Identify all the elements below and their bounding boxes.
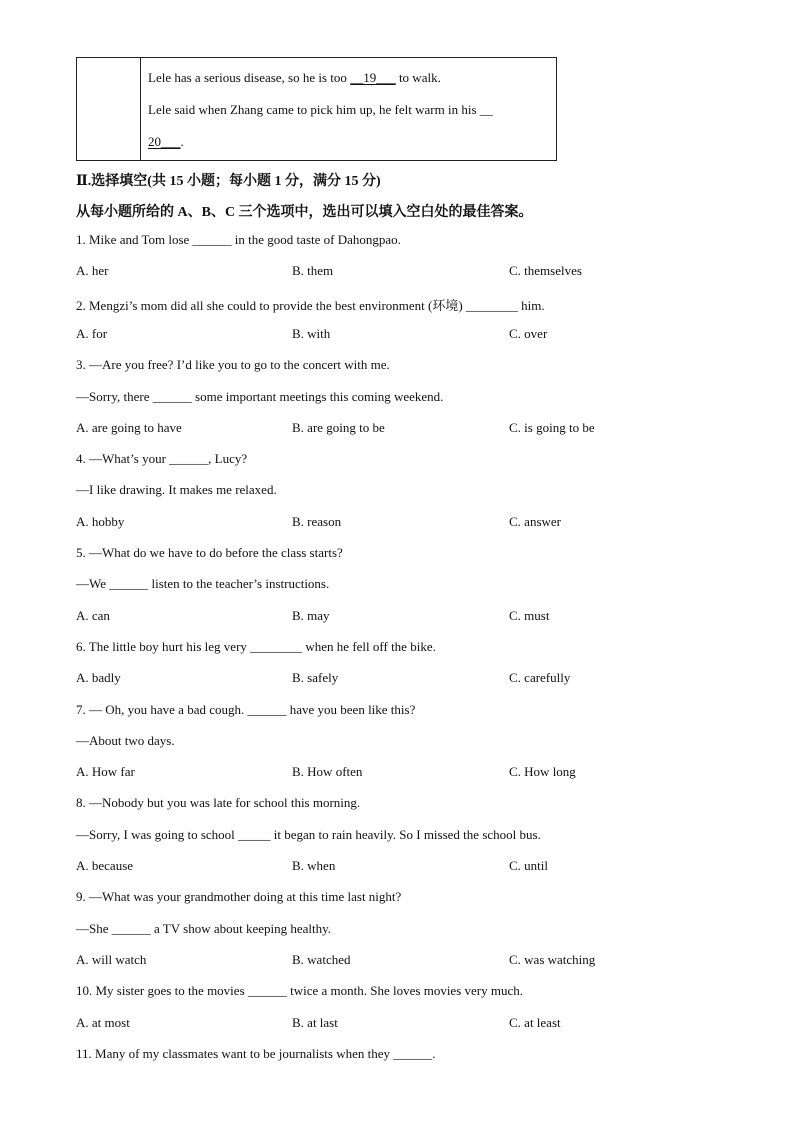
- question-dialogue-line: —She ______ a TV show about keeping healthy.: [76, 920, 332, 936]
- question-stem: 9. —What was your grandmother doing at this time last night?: [76, 889, 402, 905]
- question-dialogue-line: —Sorry, I was going to school _____ it began to rain heavily. So I missed the school bus.: [76, 826, 541, 842]
- question-stem: 3. —Are you free? I’d like you to go to the concert with me.: [76, 357, 390, 373]
- answer-option-b: B. at last: [292, 1014, 338, 1030]
- answer-option-b: B. with: [292, 325, 331, 341]
- section-heading: Ⅱ.选择填空(共 15 小题；每小题 1 分，满分 15 分): [76, 174, 381, 189]
- table-text: .: [180, 134, 184, 149]
- answer-option-a: A. badly: [76, 670, 121, 686]
- answer-option-c: C. is going to be: [509, 419, 595, 435]
- answer-option-c: C. at least: [509, 1014, 561, 1030]
- answer-option-c: C. until: [509, 858, 549, 873]
- answer-option-a: A. can: [76, 607, 110, 623]
- answer-option-b: B. reason: [292, 513, 342, 529]
- question-stem: 5. —What do we have to do before the class starts?: [76, 545, 343, 560]
- answer-option-a: A. How far: [76, 764, 135, 780]
- answer-option-b: B. when: [292, 858, 336, 873]
- question-stem: 2. Mengzi’s mom did all she could to provide the best environment (环境) ________ him.: [76, 297, 545, 313]
- table-line-2: Lele said when Zhang came to pick him up, he felt warm in his __: [148, 102, 493, 117]
- answer-option-c: C. must: [509, 607, 550, 623]
- passage-table: [76, 57, 557, 161]
- blank-20: 20___: [148, 134, 181, 149]
- table-line-3: [148, 134, 184, 150]
- table-text: to walk.: [395, 70, 441, 85]
- question-stem: 7. — Oh, you have a bad cough. ______ have you been like this?: [76, 701, 416, 717]
- answer-option-a: A. will watch: [76, 951, 147, 967]
- question-dialogue-line: —About two days.: [76, 732, 175, 748]
- answer-option-b: B. watched: [292, 951, 351, 967]
- answer-option-c: C. over: [509, 325, 548, 341]
- question-stem: 4. —What’s your ______, Lucy?: [76, 451, 248, 467]
- table-divider: [140, 58, 141, 160]
- answer-option-c: C. themselves: [509, 263, 582, 279]
- question-stem: 6. The little boy hurt his leg very ________ when he fell off the bike.: [76, 638, 436, 654]
- question-dialogue-line: —Sorry, there ______ some important meetings this coming weekend.: [76, 388, 444, 404]
- question-stem: 8. —Nobody but you was late for school this morning.: [76, 795, 361, 811]
- answer-option-b: B. them: [292, 263, 334, 279]
- question-dialogue-line: —I like drawing. It makes me relaxed.: [76, 482, 277, 498]
- table-text: Lele has a serious disease, so he is too: [148, 70, 351, 85]
- answer-option-c: C. answer: [509, 513, 561, 529]
- section-instruction: 从每小题所给的 A、B、C 三个选项中，选出可以填入空白处的最佳答案。: [76, 205, 533, 220]
- answer-option-b: B. How often: [292, 764, 363, 780]
- question-stem: 10. My sister goes to the movies ______ twice a month. She loves movies very much.: [76, 983, 523, 999]
- answer-option-a: A. because: [76, 858, 134, 873]
- answer-option-b: B. are going to be: [292, 419, 385, 435]
- question-dialogue-line: —We ______ listen to the teacher’s instructions.: [76, 576, 330, 592]
- answer-option-c: C. How long: [509, 764, 576, 780]
- question-stem: 1. Mike and Tom lose ______ in the good taste of Dahongpao.: [76, 232, 401, 247]
- answer-option-c: C. was watching: [509, 951, 596, 967]
- table-line-1: [148, 70, 441, 86]
- blank-19: __19___: [350, 70, 396, 85]
- answer-option-b: B. may: [292, 607, 330, 623]
- answer-option-a: A. at most: [76, 1014, 130, 1030]
- answer-option-c: C. carefully: [509, 670, 571, 686]
- question-stem: 11. Many of my classmates want to be journalists when they ______.: [76, 1045, 436, 1061]
- answer-option-a: A. hobby: [76, 513, 125, 529]
- answer-option-a: A. are going to have: [76, 419, 182, 435]
- answer-option-b: B. safely: [292, 670, 339, 686]
- answer-option-a: A. her: [76, 263, 109, 279]
- answer-option-a: A. for: [76, 325, 108, 341]
